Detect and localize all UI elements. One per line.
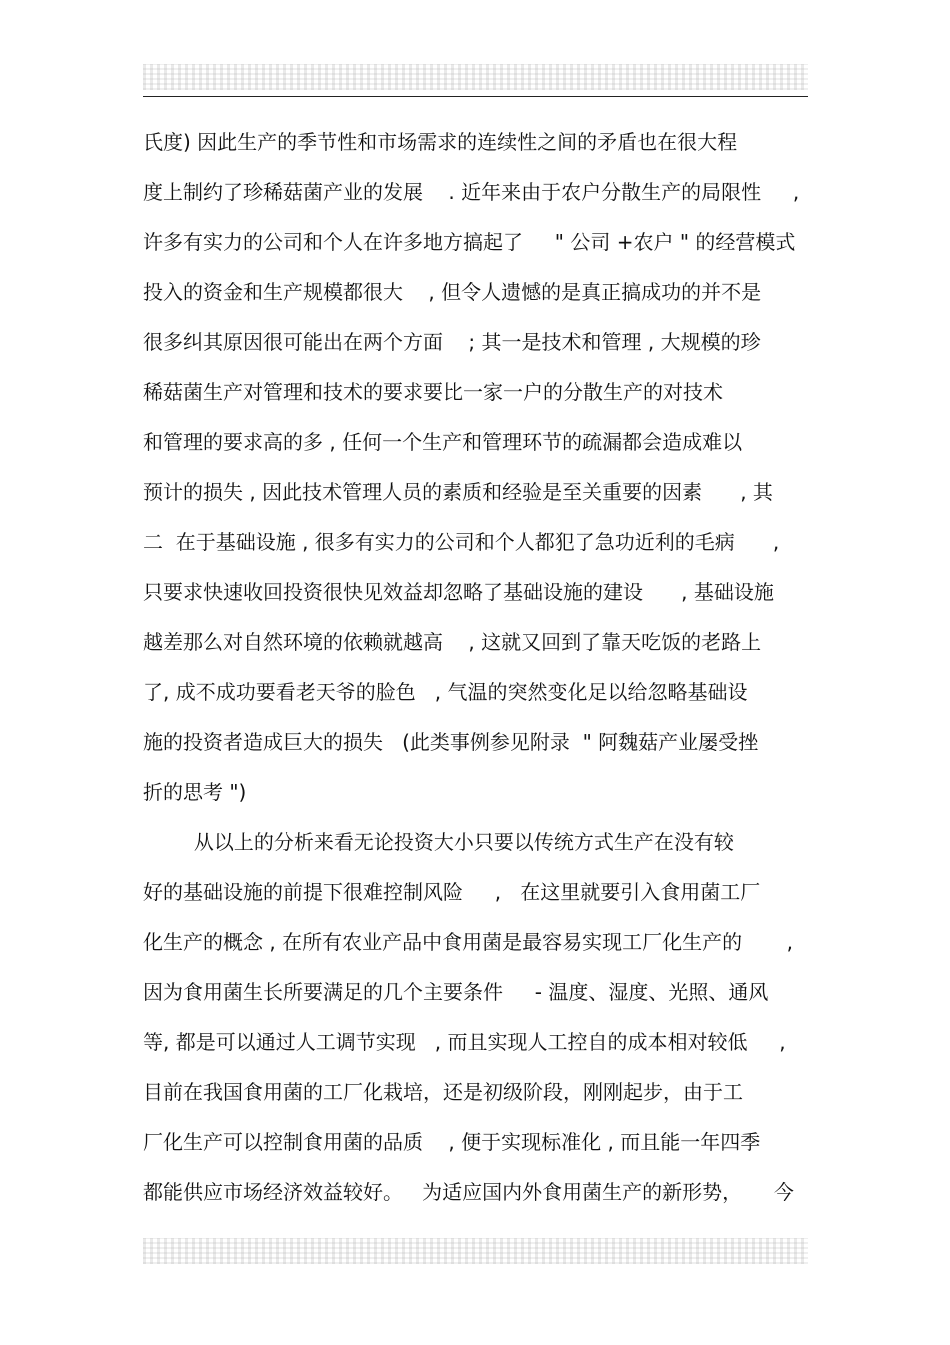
text-line: 等, 都是可以通过人工调节实现 , 而且实现人工控自的成本相对较低 , — [143, 1030, 786, 1054]
text-line: 稀菇菌生产对管理和技术的要求要比一家一户的分散生产的对技术 — [143, 380, 723, 404]
text-line: 只要求快速收回投资很快见效益却忽略了基础设施的建设 , 基础设施 — [143, 580, 774, 604]
text-line: 越差那么对自然环境的依赖就越高 , 这就又回到了靠天吃饭的老路上 — [143, 630, 762, 654]
header-rule — [143, 96, 808, 97]
header-scan-noise — [143, 64, 808, 90]
text-line: 和管理的要求高的多 , 任何一个生产和管理环节的疏漏都会造成难以 — [143, 430, 743, 454]
text-line: 都能供应市场经济效益较好。 为适应国内外食用菌生产的新形势， 今 — [143, 1180, 794, 1204]
text-line: 从以上的分析来看无论投资大小只要以传统方式生产在没有较 — [143, 830, 734, 854]
text-line: 很多纠其原因很可能出在两个方面 ; 其一是技术和管理 , 大规模的珍 — [143, 330, 761, 354]
text-line: 化生产的概念 , 在所有农业产品中食用菌是最容易实现工厂化生产的 , — [143, 930, 793, 954]
text-line: 目前在我国食用菌的工厂化栽培，还是初级阶段，刚刚起步，由于工 — [143, 1080, 743, 1104]
text-line: 了, 成不成功要看老天爷的脸色 , 气温的突然变化足以给忽略基础设 — [143, 680, 748, 704]
text-line: 预计的损失 , 因此技术管理人员的素质和经验是至关重要的因素 , 其 — [143, 480, 773, 504]
text-line: 度上制约了珍稀菇菌产业的发展 . 近年来由于农户分散生产的局限性 , — [143, 180, 800, 204]
text-line: 厂化生产可以控制食用菌的品质 , 便于实现标准化 , 而且能一年四季 — [143, 1130, 761, 1154]
text-line: 投入的资金和生产规模都很大 , 但令人遗憾的是真正搞成功的并不是 — [143, 280, 762, 304]
text-line: 施的投资者造成巨大的损失 (此类事例参见附录 " 阿魏菇产业屡受挫 — [143, 730, 759, 754]
body-text — [143, 121, 815, 1221]
text-line: 二 在于基础设施 , 很多有实力的公司和个人都犯了急功近利的毛病 , — [143, 530, 780, 554]
text-line: 因为食用菌生长所要满足的几个主要条件 - 温度、湿度、光照、通风 — [143, 980, 769, 1004]
text-line: 许多有实力的公司和个人在许多地方搞起了 " 公司 +农户 " 的经营模式 — [143, 230, 796, 254]
footer-scan-noise — [143, 1238, 808, 1264]
text-line: 折的思考 ") — [143, 780, 247, 804]
text-line: 氏度) 因此生产的季节性和市场需求的连续性之间的矛盾也在很大程 — [143, 130, 738, 154]
text-line: 好的基础设施的前提下很难控制风险 , 在这里就要引入食用菌工厂 — [143, 880, 761, 904]
